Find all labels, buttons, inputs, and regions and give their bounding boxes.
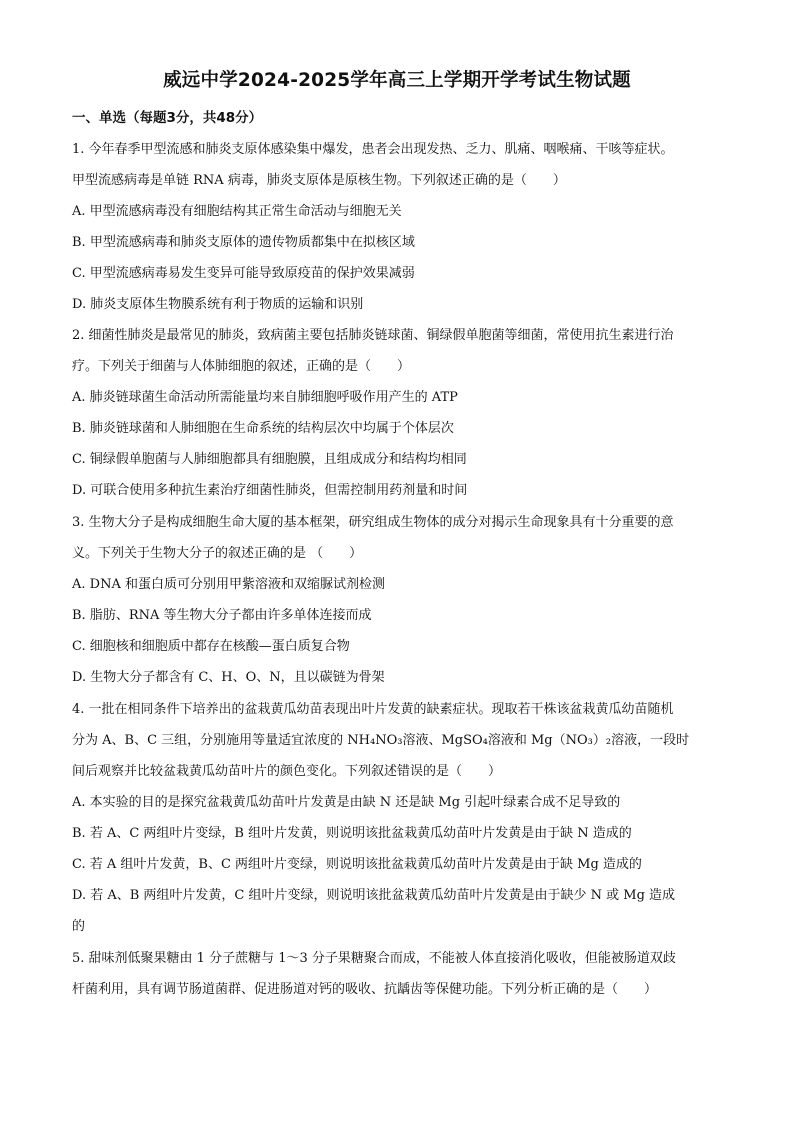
question-2-stem-line-1: 2. 细菌性肺炎是最常见的肺炎，致病菌主要包括肺炎链球菌、铜绿假单胞菌等细菌，常使用抗生素进行治 — [72, 328, 674, 343]
question-2-option-d: D. 可联合使用多种抗生素治疗细菌性肺炎，但需控制用药剂量和时间 — [72, 483, 468, 498]
question-3-option-d: D. 生物大分子都含有 C、H、O、N，且以碳链为骨架 — [72, 670, 385, 685]
question-1-option-a: A. 甲型流感病毒没有细胞结构其正常生命活动与细胞无关 — [72, 204, 402, 219]
question-5-stem-line-1: 5. 甜味剂低聚果糖由 1 分子蔗糖与 1～3 分子果糖聚合而成，不能被人体直接消化吸收，但能被肠道双歧 — [72, 951, 676, 966]
question-3-option-a: A. DNA 和蛋白质可分别用甲紫溶液和双缩脲试剂检测 — [72, 577, 385, 592]
question-4-stem-line-1: 4. 一批在相同条件下培养出的盆栽黄瓜幼苗表现出叶片发黄的缺素症状。现取若干株该盆栽黄瓜幼苗随机 — [72, 702, 674, 717]
section-heading: 一、单选（每题3分，共48分） — [72, 110, 263, 126]
question-1-option-d: D. 肺炎支原体生物膜系统有利于物质的运输和识别 — [72, 297, 364, 312]
question-2-option-a: A. 肺炎链球菌生命活动所需能量均来自肺细胞呼吸作用产生的 ATP — [72, 390, 458, 405]
question-3-option-c: C. 细胞核和细胞质中都存在核酸—蛋白质复合物 — [72, 639, 350, 654]
question-4-stem-line-2: 分为 A、B、C 三组，分别施用等量适宜浓度的 NH₄NO₃溶液、MgSO₄溶液和 Mg（NO₃）₂溶液，一段时 — [72, 733, 690, 748]
question-4-stem-line-3: 间后观察并比较盆栽黄瓜幼苗叶片的颜色变化。下列叙述错误的是（ ） — [72, 764, 502, 779]
question-4-option-a: A. 本实验的目的是探究盆栽黄瓜幼苗叶片发黄是由缺 N 还是缺 Mg 引起叶绿素合成不足导致的 — [72, 795, 621, 810]
question-4-option-c: C. 若 A 组叶片发黄，B、C 两组叶片变绿，则说明该批盆栽黄瓜幼苗叶片发黄是由于缺 Mg 造成的 — [72, 857, 642, 872]
page-title: 威远中学2024-2025学年高三上学期开学考试生物试题 — [163, 70, 631, 91]
question-1-stem-line-1: 1. 今年春季甲型流感和肺炎支原体感染集中爆发，患者会出现发热、乏力、肌痛、咽喉痛、干咳等症状。 — [72, 142, 674, 157]
question-4-option-d-line-1: D. 若 A、B 两组叶片发黄，C 组叶片变绿，则说明该批盆栽黄瓜幼苗叶片发黄是由于缺少 N 或 Mg 造成 — [72, 888, 676, 903]
question-4-option-d-line-2: 的 — [72, 919, 86, 934]
question-3-option-b: B. 脂肪、RNA 等生物大分子都由许多单体连接而成 — [72, 608, 372, 623]
question-2-stem-line-2: 疗。下列关于细菌与人体肺细胞的叙述，正确的是（ ） — [72, 359, 411, 374]
question-1-option-c: C. 甲型流感病毒易发生变异可能导致原疫苗的保护效果减弱 — [72, 266, 415, 281]
question-5-stem-line-2: 杆菌利用，具有调节肠道菌群、促进肠道对钙的吸收、抗龋齿等保健功能。下列分析正确的是（ ） — [72, 982, 658, 997]
question-1-stem-line-2: 甲型流感病毒是单链 RNA 病毒，肺炎支原体是原核生物。下列叙述正确的是（ ） — [72, 173, 566, 188]
question-4-option-b: B. 若 A、C 两组叶片变绿，B 组叶片发黄，则说明该批盆栽黄瓜幼苗叶片发黄是由于缺 N 造成的 — [72, 826, 632, 841]
question-3-stem-line-1: 3. 生物大分子是构成细胞生命大厦的基本框架，研究组成生物体的成分对揭示生命现象具有十分重要的意 — [72, 515, 674, 530]
question-1-option-b: B. 甲型流感病毒和肺炎支原体的遗传物质都集中在拟核区域 — [72, 235, 415, 250]
question-3-stem-line-2: 义。下列关于生物大分子的叙述正确的是 （ ） — [72, 546, 363, 561]
question-2-option-c: C. 铜绿假单胞菌与人肺细胞都具有细胞膜，且组成成分和结构均相同 — [72, 452, 467, 467]
question-2-option-b: B. 肺炎链球菌和人肺细胞在生命系统的结构层次中均属于个体层次 — [72, 421, 454, 436]
